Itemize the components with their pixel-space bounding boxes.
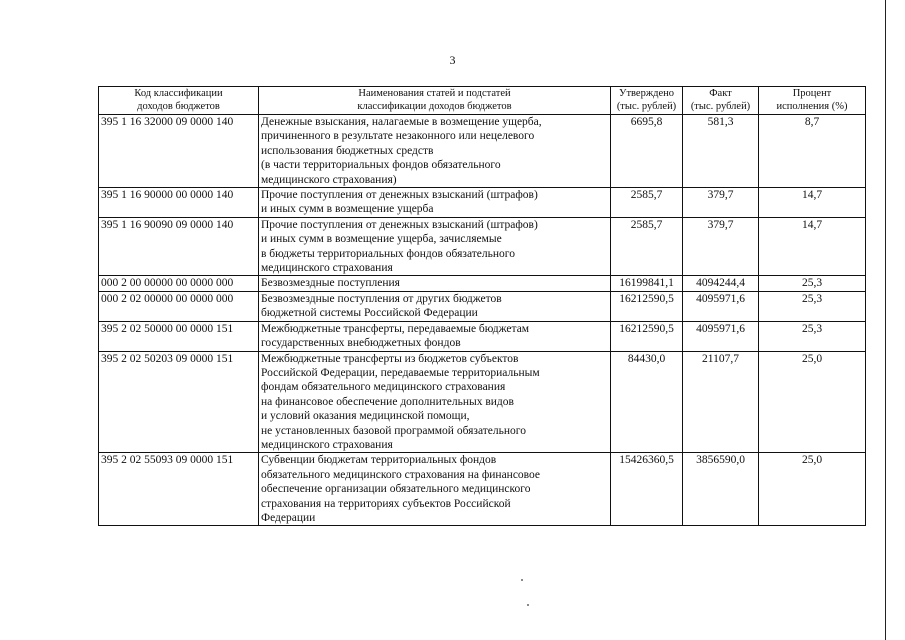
cell-name (259, 188, 611, 218)
cell-name-line: использования бюджетных средств (261, 144, 434, 157)
cell-approved: 84430,0 (611, 351, 683, 453)
table-header-row (99, 87, 866, 115)
header-name: Наименования статей и подстатей классификации доходов бюджетов (259, 87, 611, 115)
cell-name (259, 291, 611, 321)
cell-approved: 2585,7 (611, 188, 683, 218)
cell-code: 395 2 02 55093 09 0000 151 (99, 453, 259, 526)
cell-name-line: Прочие поступления от денежных взысканий (штрафов) (261, 189, 538, 202)
cell-name-line: Безвозмездные поступления (261, 277, 400, 290)
cell-name-line: Федерации (261, 511, 316, 524)
cell-code: 395 1 16 90090 09 0000 140 (99, 217, 259, 276)
cell-approved: 6695,8 (611, 115, 683, 188)
cell-name-line: фондам обязательного медицинского страхования (261, 381, 506, 394)
cell-name (259, 453, 611, 526)
cell-code: 395 2 02 50203 09 0000 151 (99, 351, 259, 453)
cell-name-line: и иных сумм в возмещение ущерба (261, 203, 434, 216)
cell-name-line: причиненного в результате незаконного или нецелевого (261, 130, 535, 143)
header-approved: Утверждено (тыс. рублей) (611, 87, 683, 115)
cell-fact: 3856590,0 (683, 453, 759, 526)
cell-percent: 14,7 (759, 217, 866, 276)
cell-approved: 2585,7 (611, 217, 683, 276)
cell-code: 395 1 16 32000 09 0000 140 (99, 115, 259, 188)
table-row (99, 217, 866, 276)
cell-fact: 379,7 (683, 217, 759, 276)
cell-name-line: государственных внебюджетных фондов (261, 337, 461, 350)
cell-fact: 4095971,6 (683, 321, 759, 351)
cell-approved: 16199841,1 (611, 276, 683, 291)
cell-code: 395 2 02 50000 00 0000 151 (99, 321, 259, 351)
cell-name-line: (в части территориальных фондов обязательного (261, 159, 501, 172)
cell-fact: 21107,7 (683, 351, 759, 453)
cell-fact: 4095971,6 (683, 291, 759, 321)
header-percent: Процент исполнения (%) (759, 87, 866, 115)
cell-code: 000 2 00 00000 00 0000 000 (99, 276, 259, 291)
cell-name-line: и условий оказания медицинской помощи, (261, 410, 470, 423)
scan-speck (527, 604, 529, 606)
cell-percent: 25,3 (759, 321, 866, 351)
cell-name-line: Безвозмездные поступления от других бюджетов (261, 292, 502, 305)
cell-percent: 25,3 (759, 291, 866, 321)
cell-code: 000 2 02 00000 00 0000 000 (99, 291, 259, 321)
scan-edge-line (885, 0, 886, 640)
table-row (99, 321, 866, 351)
table-row (99, 188, 866, 218)
cell-name-line: Межбюджетные трансферты, передаваемые бюджетам (261, 322, 530, 335)
cell-name (259, 321, 611, 351)
cell-name-line: медицинского страхования) (261, 173, 397, 186)
budget-revenue-table (98, 86, 866, 526)
cell-code: 395 1 16 90000 00 0000 140 (99, 188, 259, 218)
cell-name-line: обеспечение организации обязательного медицинского (261, 483, 531, 496)
cell-approved: 16212590,5 (611, 291, 683, 321)
cell-approved: 15426360,5 (611, 453, 683, 526)
cell-name-line: обязательного медицинского страхования на финансовое (261, 468, 541, 481)
cell-percent: 25,0 (759, 351, 866, 453)
cell-name-line: Межбюджетные трансферты из бюджетов субъектов (261, 352, 519, 365)
cell-approved: 16212590,5 (611, 321, 683, 351)
table-row (99, 291, 866, 321)
cell-name (259, 115, 611, 188)
cell-percent: 25,0 (759, 453, 866, 526)
cell-fact: 581,3 (683, 115, 759, 188)
cell-fact: 379,7 (683, 188, 759, 218)
header-code: Код классификации доходов бюджетов (99, 87, 259, 115)
cell-name-line: медицинского страхования (261, 438, 393, 451)
cell-fact: 4094244,4 (683, 276, 759, 291)
table-row (99, 115, 866, 188)
cell-name-line: Субвенции бюджетам территориальных фондов (261, 454, 497, 467)
cell-name (259, 276, 611, 291)
cell-name-line: Денежные взыскания, налагаемые в возмещение ущерба, (261, 116, 542, 128)
cell-name (259, 217, 611, 276)
cell-name-line: на финансовое обеспечение дополнительных видов (261, 395, 514, 408)
cell-percent: 8,7 (759, 115, 866, 188)
cell-name-line: Прочие поступления от денежных взысканий (штрафов) (261, 218, 538, 231)
cell-percent: 14,7 (759, 188, 866, 218)
cell-name-line: медицинского страхования (261, 262, 393, 275)
scan-speck (521, 579, 523, 581)
cell-name-line: и иных сумм в возмещение ущерба, зачисляемые (261, 233, 502, 246)
cell-name-line: Российской Федерации, передаваемые территориальным (261, 366, 540, 379)
cell-name (259, 351, 611, 453)
cell-percent: 25,3 (759, 276, 866, 291)
table-body (99, 115, 866, 526)
page-number: 3 (449, 53, 456, 67)
cell-name-line: страхования на территориях субъектов Российской (261, 497, 511, 510)
header-fact: Факт (тыс. рублей) (683, 87, 759, 115)
table-row (99, 351, 866, 453)
cell-name-line: в бюджеты территориальных фондов обязательного (261, 247, 515, 260)
table-row (99, 453, 866, 526)
cell-name-line: не установленных базовой программой обязательного (261, 424, 526, 437)
cell-name-line: бюджетной системы Российской Федерации (261, 307, 478, 320)
table-row (99, 276, 866, 291)
